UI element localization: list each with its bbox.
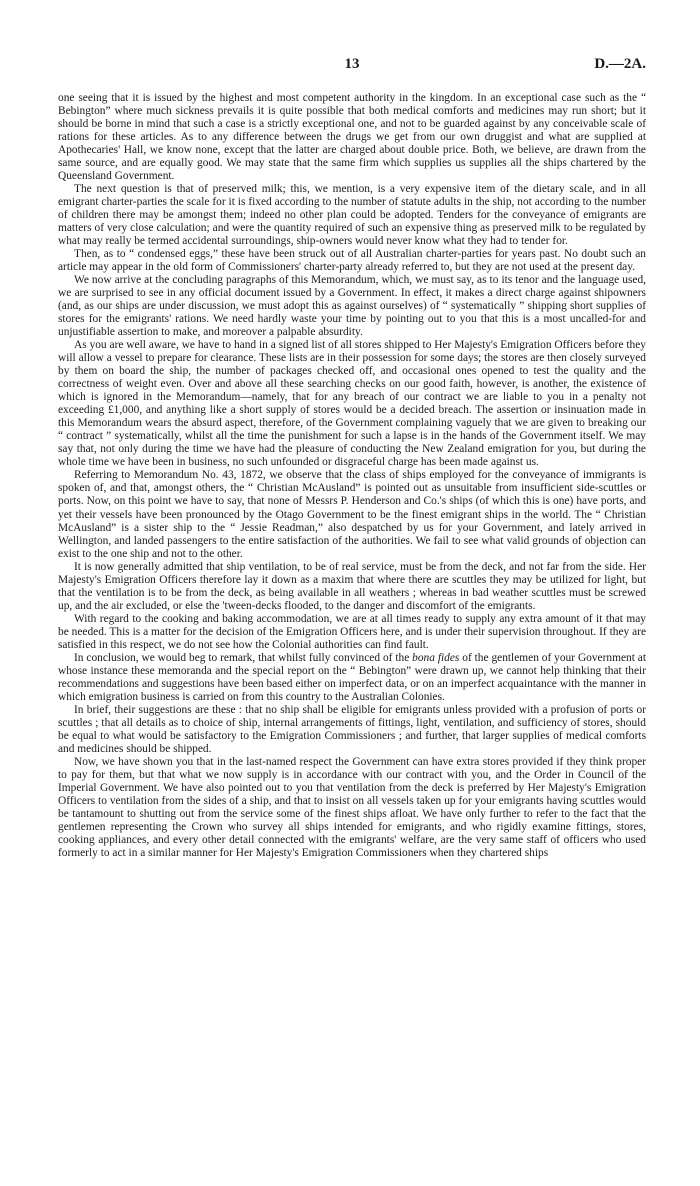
paragraph: In brief, their suggestions are these : that no ship shall be eligible for emigrants unless provided with a profusion of ports or scuttles ; that all details as to choice of ship, internal arrangements of fittings, light, ventilation, and sufficiency of stores, should be equal to what would be satisfactory to the Emigration Commissioners ; and further, that larger supplies of medical comforts and medicines should be shipped. <box>58 703 646 755</box>
paragraph: In conclusion, we would beg to remark, that whilst fully convinced of the bona fides of the gentlemen of your Government at whose instance these memoranda and the special report on the “ Bebington” were drawn up, we cannot help thinking that their recommendations and suggestions have been based either on imperfect data, or on an imperfect acquaintance with the manner in which emigration business is carried on from this country to the Australian Colonies. <box>58 651 646 703</box>
paragraph: Then, as to “ condensed eggs,” these have been struck out of all Australian charter-parties for years past. No doubt such an article may appear in the old form of Commissioners' charter-party already referred to, but they are not used at the present day. <box>58 248 646 274</box>
paragraph: It is now generally admitted that ship ventilation, to be of real service, must be from the deck, and not far from the side. Her Majesty's Emigration Officers therefore lay it down as a maxim that where there are scuttles they may be utilized for light, but that the ventilation is to be from the deck, as being available in all weathers ; whereas in bad weather scuttles must be screwed up, and the air excluded, or else the 'tween-decks flooded, to the danger and discomfort of the emigrants. <box>58 560 646 612</box>
paragraph: Now, we have shown you that in the last-named respect the Government can have extra stores provided if they think proper to pay for them, but that what we now supply is in accordance with our contract with you, and the Order in Council of the Imperial Government. We have also pointed out to you that ventilation from the deck is preferred by Her Majesty's Emigration Officers to ventilation from the sides of a ship, and that to insist on all vessels taken up for your emigrants having scuttles would be tantamount to shutting out from the service some of the finest ships afloat. We have only further to refer to the fact that the gentlemen representing the Crown who survey all ships intended for emigrants, and who rigidly examine fittings, stores, cooking appliances, and every other detail connected with the emigrants' welfare, are the very same staff of officers who used formerly to act in a similar manner for Her Majesty's Emigration Commissioners when they chartered ships <box>58 755 646 859</box>
page-header <box>58 58 646 78</box>
page-number: 13 <box>344 56 360 72</box>
paragraph: one seeing that it is issued by the highest and most competent authority in the kingdom. In an exceptional case such as the “ Bebington” where much sickness prevails it is quite possible that both medical comforts and medicines may run short; but it should be borne in mind that such a case is a strictly exceptional one, and not to be guarded against by any conceivable scale of rations for these articles. As to any difference between the drugs we get from our own druggist and what are supplied at Apothecaries' Hall, we know none, except that the latter are charged about double price. Both, we believe, are drawn from the same source, and are equally good. We may state that the same firm which supplies us supplies all the ships chartered by the Queensland Government. <box>58 92 646 183</box>
body-text <box>58 92 646 860</box>
paragraph: We now arrive at the concluding paragraphs of this Memorandum, which, we must say, as to its tenor and the language used, we are surprised to see in any official document issued by a Government. In effect, it makes a direct charge against shipowners (and, as our ships are under discussion, we must adopt this as against ourselves) of “ systematically ” shipping short supplies of stores for the emigrants' rations. We need hardly waste your time by pointing out to you that this is a most uncalled-for and unjustifiable assertion to make, and moreover a palpable absurdity. <box>58 274 646 339</box>
paragraph: With regard to the cooking and baking accommodation, we are at all times ready to supply any extra amount of it that may be needed. This is a matter for the decision of the Emigration Officers here, and is under their supervision throughout. If they are satisfied in this respect, we do not see how the Colonial authorities can find fault. <box>58 612 646 651</box>
italic-phrase: bona fides <box>412 651 460 664</box>
document-reference: D.—2A. <box>594 56 646 72</box>
paragraph: As you are well aware, we have to hand in a signed list of all stores shipped to Her Majesty's Emigration Officers before they will allow a vessel to prepare for clearance. These lists are in their possession for some days; the stores are then closely surveyed by them on board the ship, the number of packages checked off, and occasional ones opened to test the quality and the correctness of weight even. Over and above all these searching checks on our good faith, however, is another, the existence of which is ignored in the Memorandum—namely, that for any breach of our contract we are liable to you in a penalty not exceeding £1,000, and anything like a short supply of stores would be a decided breach. The assertion or insinuation made in this Memorandum wears the absurd aspect, therefore, of the Government complaining vaguely that we are given to breaking our “ contract ” systematically, whilst all the time the punishment for such a lapse is in the hands of the Government itself. We may say that, not only during the time we have had the pleasure of conducting the New Zealand emigration for you, but during the whole time we have been in business, no such unfounded or disgraceful charge has been made against us. <box>58 339 646 469</box>
paragraph: Referring to Memorandum No. 43, 1872, we observe that the class of ships employed for the conveyance of immigrants is spoken of, and that, amongst others, the “ Christian McAusland” is pointed out as unsuitable from insufficient side-scuttles or ports. Now, on this point we have to say, that none of Messrs P. Henderson and Co.'s ships (of which this is one) have ports, and yet their vessels have been pronounced by the Otago Government to be the finest emigrant ships in the world. The “ Christian McAusland” is a sister ship to the “ Jessie Readman,” also despatched by us for your Government, and lately arrived in Wellington, and landed passengers to the entire satisfaction of the authorities. We fail to see what valid grounds of objection can exist to the one ship and not to the other. <box>58 469 646 560</box>
paragraph: The next question is that of preserved milk; this, we mention, is a very expensive item of the dietary scale, and in all emigrant charter-parties the scale for it is fixed according to the number of statute adults in the ship, not according to the number of children there may be amongst them; indeed no other plan could be adopted. Tenders for the conveyance of emigrants are matters of very close calculation; and were the quantity required of such an expensive thing as preserved milk to be regulated by what may really be termed accidental surroundings, ship-owners would never know what they had to tender for. <box>58 183 646 248</box>
